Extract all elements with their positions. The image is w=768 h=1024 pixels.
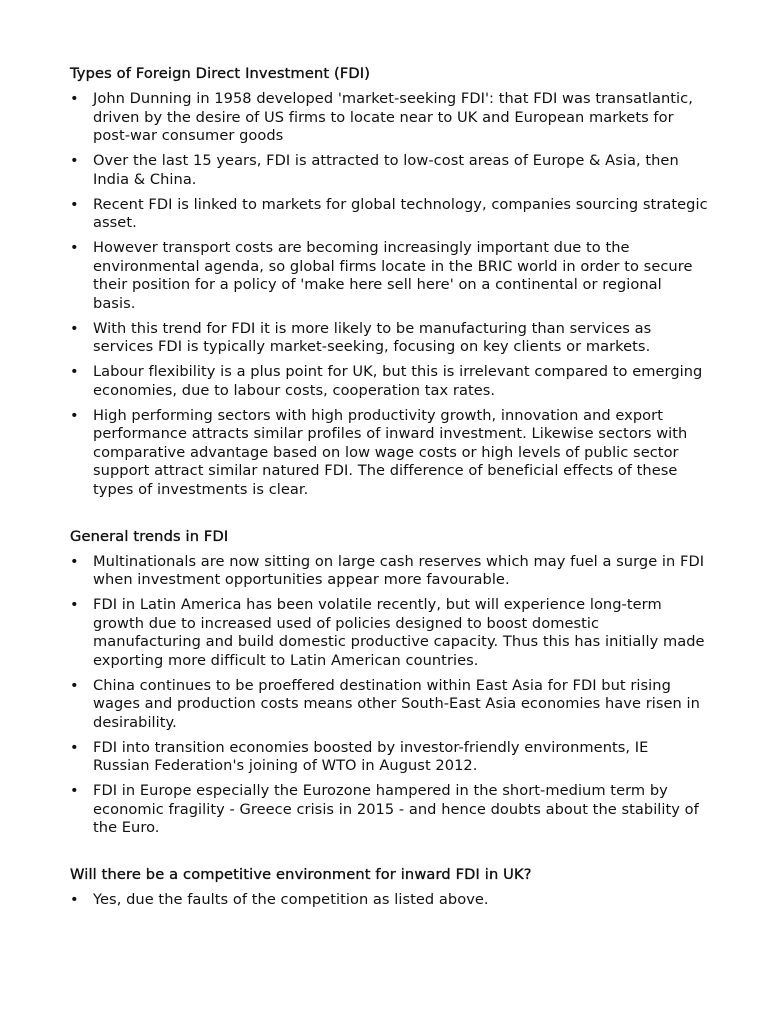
section-heading: General trends in FDI <box>70 527 229 545</box>
list-item-text: Yes, due the faults of the competition as listed above. <box>93 891 489 908</box>
list-item-text: Over the last 15 years, FDI is attracted to low-cost areas of Europe & Asia, then India & China. <box>93 152 679 188</box>
list-item-text: However transport costs are becoming increasingly important due to the environmental agenda, so global firms locate in the BRIC world in order to secure their position for a policy of 'make here sell here' on a continental or regional basis. <box>93 239 693 312</box>
bullet-icon: • <box>70 596 79 613</box>
bullet-icon: • <box>70 738 79 756</box>
list-item-text: FDI in Europe especially the Eurozone hampered in the short-medium term by economic fragility - Greece crisis in 2015 - and hence doubts about the stability of the Euro. <box>93 782 699 836</box>
list-item <box>70 677 708 733</box>
section-uk-competitiveness <box>70 865 708 910</box>
list-item-text: FDI into transition economies boosted by investor-friendly environments, IE Russian Federation's joining of WTO in August 2012. <box>93 738 649 774</box>
bullet-list <box>70 553 708 838</box>
list-item <box>70 152 708 189</box>
bullet-icon: • <box>70 676 79 694</box>
bullet-icon: • <box>70 195 79 213</box>
list-item <box>70 739 708 776</box>
bullet-icon: • <box>70 90 79 107</box>
bullet-list <box>70 90 708 499</box>
list-item <box>70 320 708 357</box>
list-item-text: China continues to be proeffered destination within East Asia for FDI but rising wages and production costs means other South-East Asia economies have risen in desirability. <box>93 676 700 731</box>
section-spacer <box>70 506 708 527</box>
list-item <box>70 407 708 500</box>
bullet-icon: • <box>70 406 79 424</box>
bullet-icon: • <box>70 239 79 256</box>
list-item <box>70 90 708 146</box>
list-item-text: Multinationals are now sitting on large cash reserves which may fuel a surge in FDI when investment opportunities appear more favourable. <box>93 552 705 588</box>
list-item <box>70 196 708 233</box>
list-item <box>70 553 708 590</box>
bullet-icon: • <box>70 782 79 799</box>
list-item-text: FDI in Latin America has been volatile recently, but will experience long-term growth due to increased used of policies designed to boost domestic manufacturing and build domestic productive capacity. Thus this has initially made exporting more difficult to Latin American countries. <box>93 596 705 669</box>
list-item <box>70 782 708 838</box>
bullet-icon: • <box>70 363 79 380</box>
bullet-icon: • <box>70 319 79 337</box>
list-item-text: With this trend for FDI it is more likely to be manufacturing than services as services FDI is typically market-seeking, focusing on key clients or markets. <box>93 319 652 355</box>
list-item-text: John Dunning in 1958 developed 'market-seeking FDI': that FDI was transatlantic, driven by the desire of US firms to locate near to UK and European markets for post-war consumer goods <box>93 90 693 144</box>
bullet-icon: • <box>70 552 79 570</box>
list-item-text: Labour flexibility is a plus point for UK, but this is irrelevant compared to emerging economies, due to labour costs, cooperation tax rates. <box>93 363 703 399</box>
section-fdi-types <box>70 64 708 499</box>
bullet-list <box>70 891 708 910</box>
bullet-icon: • <box>70 152 79 169</box>
section-heading: Will there be a competitive environment for inward FDI in UK? <box>70 866 532 883</box>
list-item <box>70 596 708 670</box>
list-item <box>70 239 708 313</box>
list-item <box>70 891 708 910</box>
list-item-text: Recent FDI is linked to markets for global technology, companies sourcing strategic asset. <box>93 195 708 231</box>
bullet-icon: • <box>70 891 79 908</box>
section-spacer <box>70 844 708 865</box>
section-fdi-trends <box>70 527 708 838</box>
list-item-text: High performing sectors with high productivity growth, innovation and export performance attracts similar profiles of inward investment. Likewise sectors with comparative advantage based on low wage costs or high levels of public sector support attract similar natured FDI. The difference of beneficial effects of these types of investments is clear. <box>93 406 688 498</box>
section-heading: Types of Foreign Direct Investment (FDI) <box>70 65 371 82</box>
list-item <box>70 363 708 400</box>
